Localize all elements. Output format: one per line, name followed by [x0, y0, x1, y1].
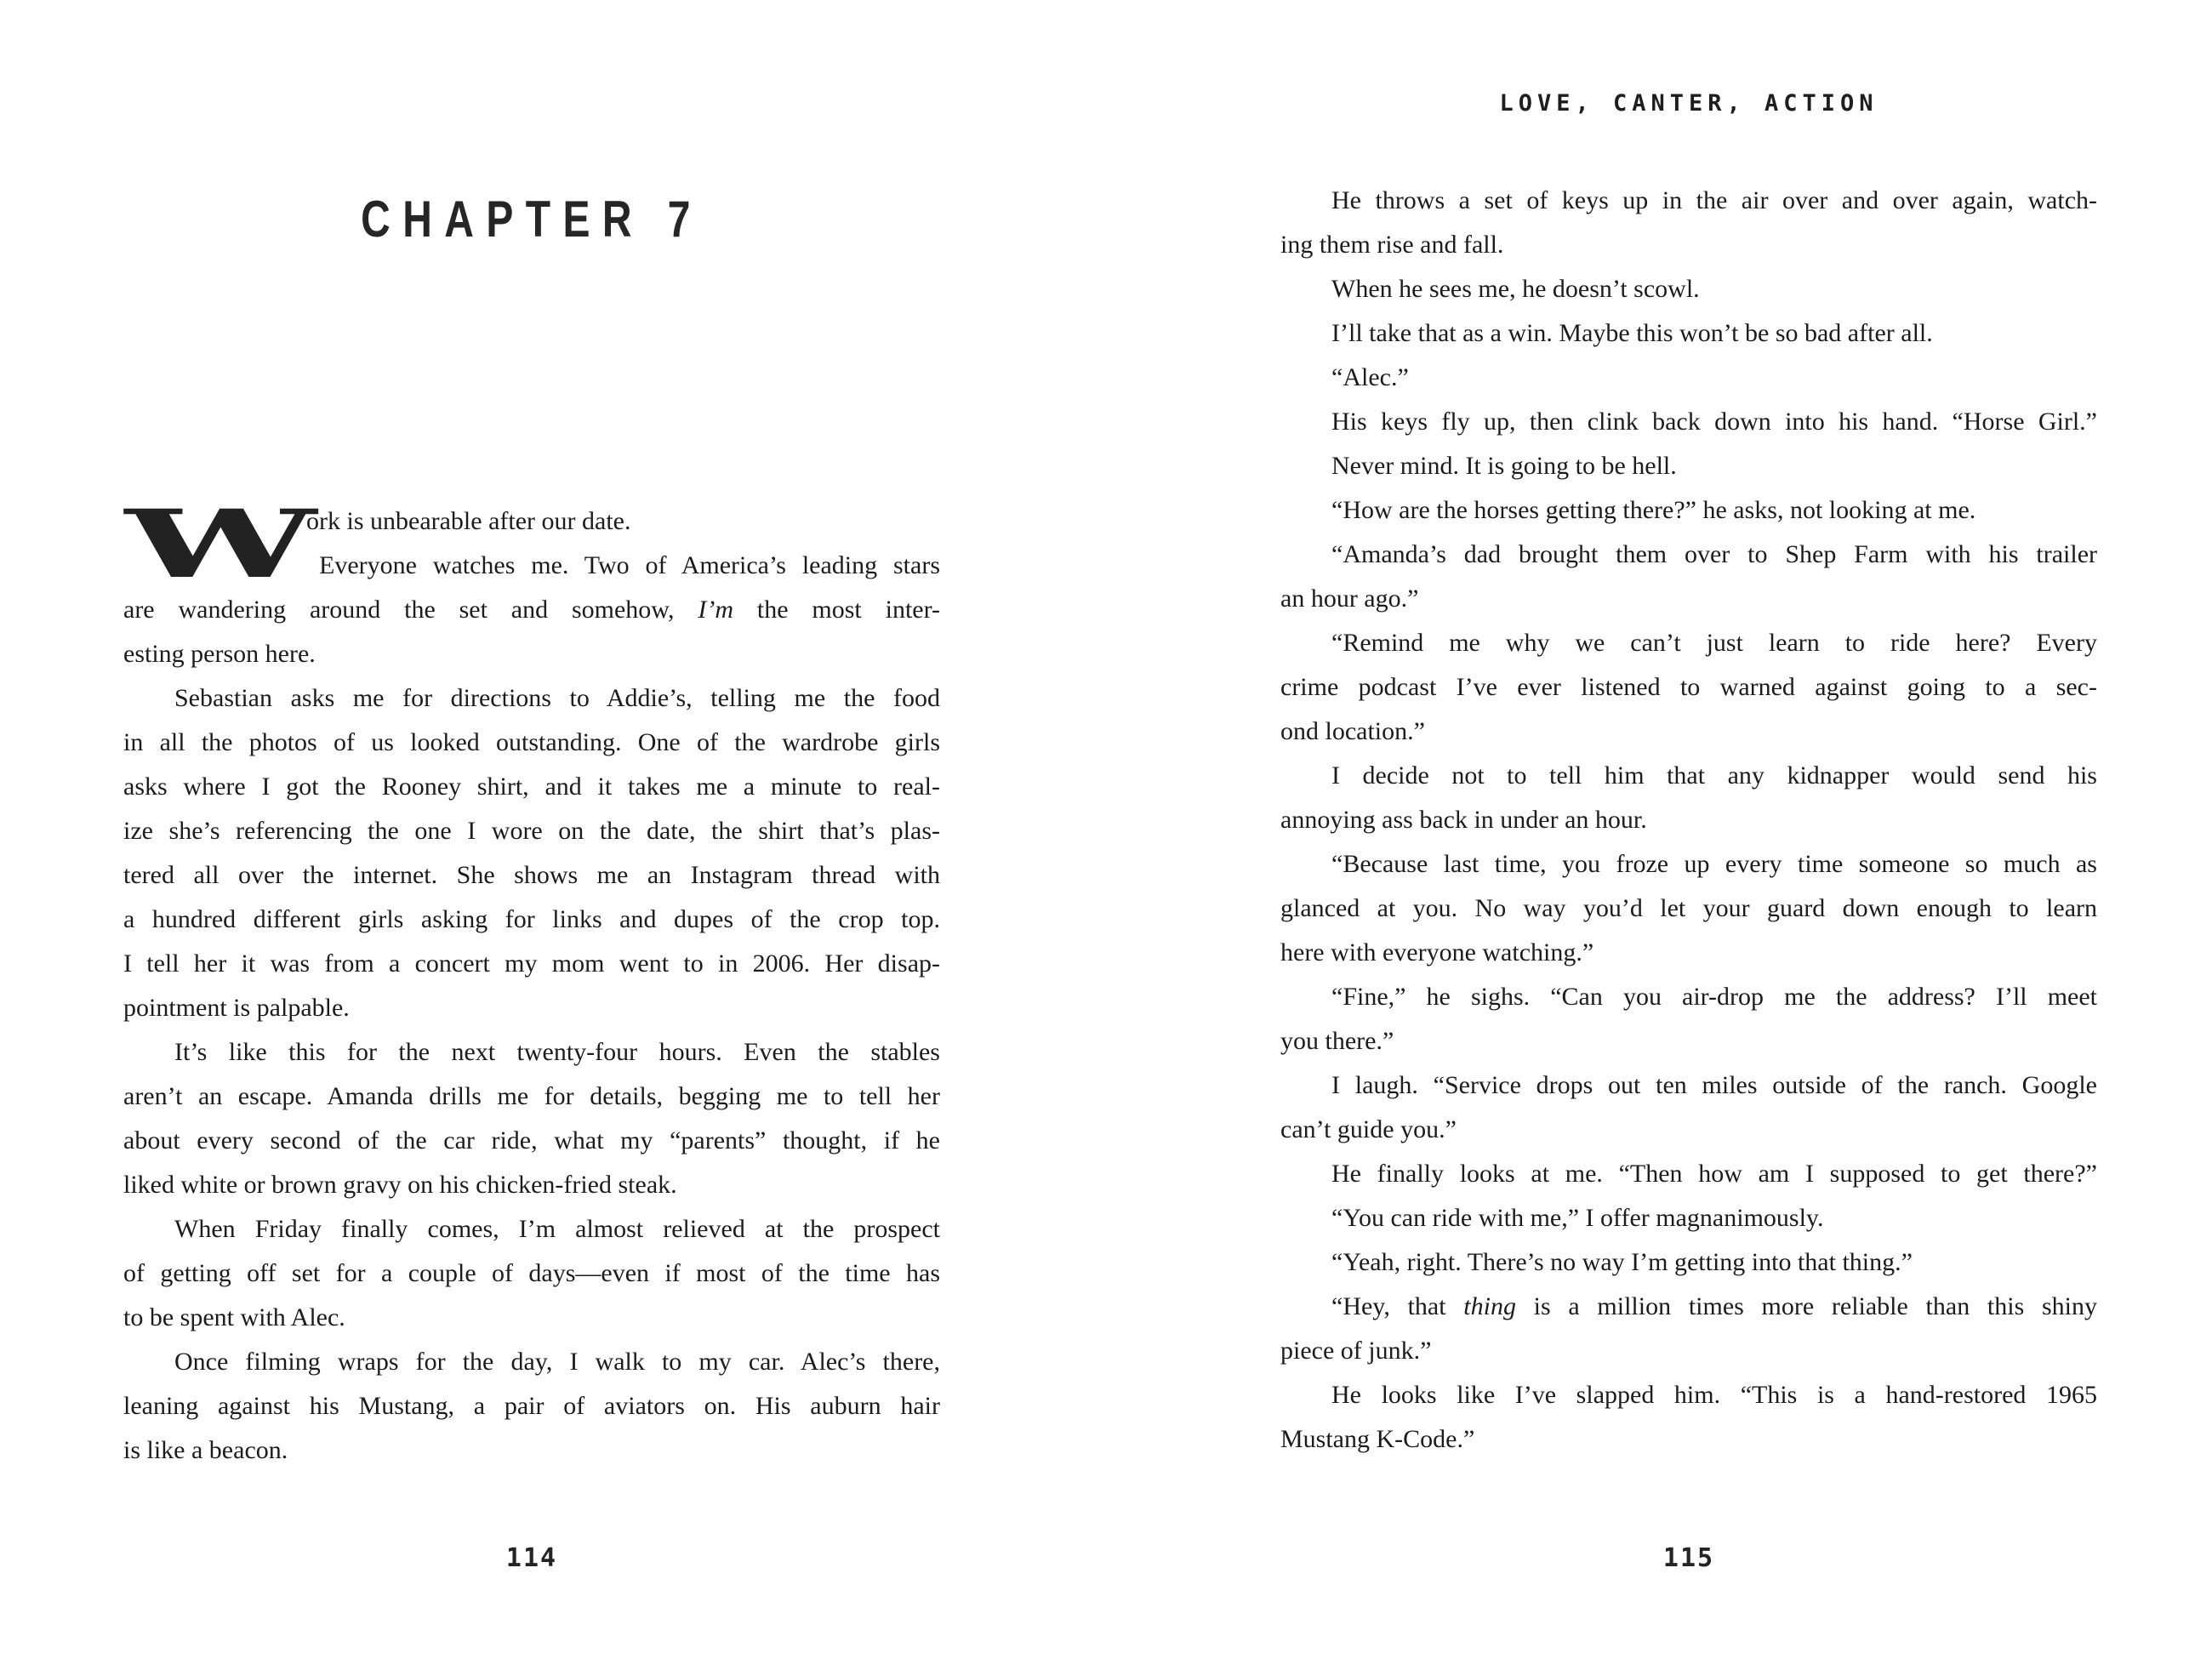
- body-line: Sebastian asks me for directions to Addie’s, telling me the food: [174, 684, 940, 712]
- body-line: Once filming wraps for the day, I walk to my car. Alec’s there,: [174, 1348, 940, 1376]
- folio-right: 115: [1662, 1543, 1715, 1573]
- body-line: “Amanda’s dad brought them over to Shep Farm with his trailer: [1331, 540, 2097, 568]
- body-line: leaning against his Mustang, a pair of aviators on. His auburn hair: [123, 1392, 940, 1420]
- chapter-title: CHAPTER 7: [361, 191, 703, 248]
- body-line: Mustang K-Code.”: [1280, 1425, 1475, 1453]
- body-line: annoying ass back in under an hour.: [1280, 806, 1647, 834]
- body-line: here with everyone watching.”: [1280, 938, 1594, 966]
- body-line: about every second of the car ride, what my “parents” thought, if he: [123, 1126, 940, 1154]
- body-line: His keys fly up, then clink back down into his hand. “Horse Girl.”: [1331, 408, 2097, 436]
- drop-cap: W: [125, 489, 316, 599]
- body-line: asks where I got the Rooney shirt, and it takes me a minute to real-: [123, 772, 940, 801]
- body-line: tered all over the internet. She shows me an Instagram thread with: [123, 861, 940, 889]
- body-line: “Hey, that thing is a million times more reliable than this shiny: [1331, 1292, 2097, 1320]
- body-line: an hour ago.”: [1280, 584, 1419, 613]
- body-line: “Alec.”: [1331, 363, 1409, 391]
- body-line: When Friday finally comes, I’m almost relieved at the prospect: [174, 1215, 940, 1243]
- body-line: It’s like this for the next twenty-four hours. Even the stables: [174, 1038, 940, 1066]
- body-line: esting person here.: [123, 640, 316, 668]
- body-line: “Because last time, you froze up every time someone so much as: [1331, 850, 2097, 878]
- body-line: “You can ride with me,” I offer magnanimously.: [1331, 1204, 1824, 1232]
- body-line: pointment is palpable.: [123, 994, 350, 1022]
- body-line: can’t guide you.”: [1280, 1115, 1457, 1143]
- body-line: Never mind. It is going to be hell.: [1331, 452, 1677, 480]
- folio-left: 114: [505, 1543, 558, 1573]
- body-line: liked white or brown gravy on his chicken-fried steak.: [123, 1171, 677, 1199]
- body-line: you there.”: [1280, 1027, 1394, 1055]
- body-line: I laugh. “Service drops out ten miles outside of the ranch. Google: [1331, 1071, 2097, 1099]
- body-line: aren’t an escape. Amanda drills me for details, begging me to tell her: [123, 1082, 940, 1110]
- body-line: When he sees me, he doesn’t scowl.: [1331, 275, 1700, 303]
- body-line: “How are the horses getting there?” he asks, not looking at me.: [1331, 496, 1976, 524]
- body-line: He finally looks at me. “Then how am I supposed to get there?”: [1331, 1160, 2097, 1188]
- body-line: ize she’s referencing the one I wore on the date, the shirt that’s plas-: [123, 817, 940, 845]
- body-line: to be spent with Alec.: [123, 1303, 345, 1331]
- body-line: of getting off set for a couple of days—even if most of the time has: [123, 1259, 940, 1287]
- body-line: glanced at you. No way you’d let your guard down enough to learn: [1280, 894, 2097, 922]
- body-line: “Yeah, right. There’s no way I’m getting into that thing.”: [1331, 1248, 1913, 1276]
- body-line: “Fine,” he sighs. “Can you air-drop me the address? I’ll meet: [1331, 983, 2097, 1011]
- body-line: a hundred different girls asking for links and dupes of the crop top.: [123, 905, 940, 933]
- body-line: ing them rise and fall.: [1280, 231, 1504, 259]
- left-body: [123, 489, 940, 1473]
- body-line: are wandering around the set and somehow, I’m the most inter-: [123, 596, 940, 624]
- body-line: ond location.”: [1280, 717, 1425, 745]
- body-line: ork is unbearable after our date.: [306, 507, 631, 535]
- body-line: piece of junk.”: [1280, 1337, 1432, 1365]
- body-line: I tell her it was from a concert my mom went to in 2006. Her disap-: [123, 949, 940, 978]
- body-line: “Remind me why we can’t just learn to ride here? Every: [1331, 629, 2097, 657]
- running-header: LOVE, CANTER, ACTION: [1499, 90, 1878, 117]
- body-line: He looks like I’ve slapped him. “This is a hand-restored 1965: [1331, 1381, 2097, 1409]
- body-line: in all the photos of us looked outstanding. One of the wardrobe girls: [123, 728, 940, 756]
- body-line: is like a beacon.: [123, 1436, 288, 1464]
- body-line: I’ll take that as a win. Maybe this won’t be so bad after all.: [1331, 319, 1933, 347]
- left-page: [123, 0, 940, 1659]
- body-line: Everyone watches me. Two of America’s leading stars: [319, 551, 940, 579]
- right-body: [1280, 179, 2097, 1462]
- body-line: crime podcast I’ve ever listened to warned against going to a sec-: [1280, 673, 2097, 701]
- right-page: [1280, 0, 2097, 1659]
- body-line: He throws a set of keys up in the air over and over again, watch-: [1331, 186, 2097, 214]
- body-line: I decide not to tell him that any kidnapper would send his: [1331, 761, 2097, 790]
